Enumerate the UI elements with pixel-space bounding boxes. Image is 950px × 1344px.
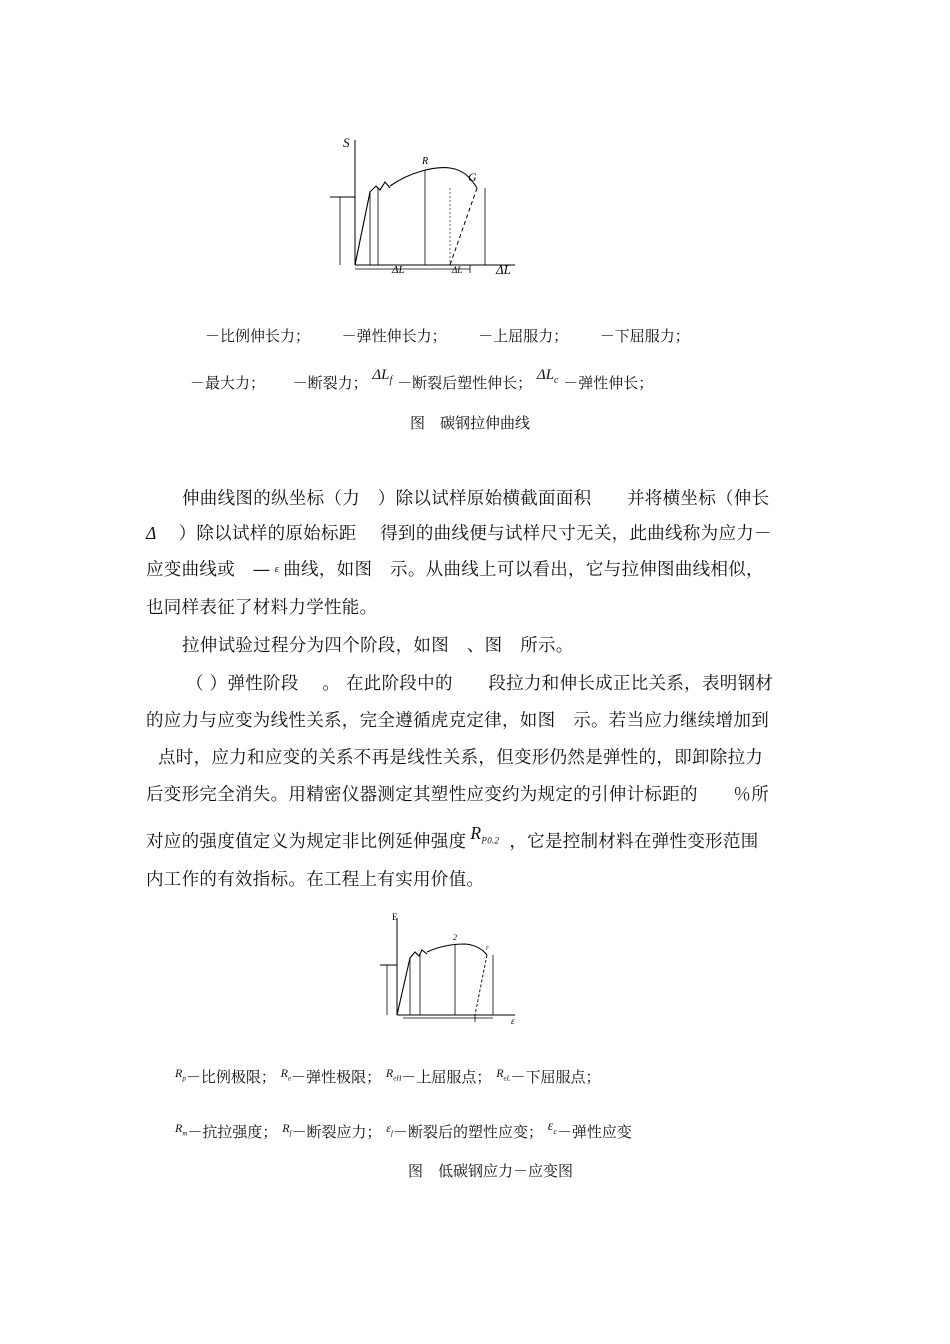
fig1-axis-y-label: S [343, 135, 350, 150]
legend-ef: $^{\varepsilon_f}$－断裂后的塑性应变； [386, 1121, 543, 1141]
figure1-caption: 图 碳钢拉伸曲线 [410, 414, 531, 432]
legend-break-load: －断裂力； [292, 374, 368, 392]
paragraph-line-3: 应变曲线或 — ε 曲线，如图 示。从曲线上可以看出，它与拉伸图曲线相似， [146, 560, 764, 580]
math-rp02: $R_{P0.2}$ [470, 823, 500, 846]
paragraph-line-10: 对应的强度值定义为规定非比例延伸强度 $R_{P0.2}$ ，它是控制材料在弹性变形范围 [146, 823, 759, 852]
fig1-point-g-label: G [468, 170, 477, 184]
legend-rp: $^{R_p}$－比例极限； [175, 1066, 276, 1086]
paragraph-line-4: 也同样表征了材料力学性能。 [146, 598, 378, 618]
paragraph-line-9: 后变形完全消失。用精密仪器测定其塑性应变约为规定的引伸计标距的 ％所 [146, 785, 769, 805]
legend-proportional-load: －比例伸长力； [205, 327, 311, 345]
fig1-dlf-label: ΔL [452, 265, 463, 275]
fig2-axis-y-label: E [392, 912, 398, 922]
fig2-point-2-label: 2 [453, 933, 457, 942]
paragraph-line-7: 的应力与应变为线性关系，完全遵循虎克定律，如图 示。若当应力继续增加到 [146, 711, 769, 731]
legend-elastic-load: －弹性伸长力； [341, 327, 447, 345]
fig1-legend-line1 [205, 325, 690, 346]
legend-rm: $^{R_m}$－抗拉强度； [175, 1121, 278, 1141]
fig1-dlc-label: ΔL [392, 264, 405, 276]
math-epsilon: ε [274, 563, 280, 575]
math-delta-lc: $\Delta L_c$ [536, 367, 559, 386]
fig1-point-r-label: R [422, 156, 429, 167]
fig2-legend-line1 [175, 1066, 601, 1087]
legend-plastic-extension: －断裂后塑性伸长； [397, 374, 533, 392]
fig1-axis-x-label: ΔL [496, 262, 511, 277]
math-delta: Δ [146, 523, 157, 543]
fig1-legend-line2 [190, 367, 654, 395]
paragraph-line-2: Δ ）除以试样的原始标距 得到的曲线便与试样尺寸无关，此曲线称为应力－ [146, 523, 772, 544]
legend-max-load: －最大力； [190, 374, 266, 392]
legend-rf: $^{R_f}$－断裂应力； [282, 1121, 382, 1141]
legend-lower-yield: －下屈服力； [599, 327, 690, 345]
legend-ec: $\varepsilon_c-$弹性应变 [547, 1119, 632, 1141]
fig2-legend-line2 [175, 1121, 632, 1143]
math-delta-lf: $\Delta L_f$ [372, 367, 393, 386]
legend-elastic-extension: －弹性伸长； [563, 374, 654, 392]
fig2-point-r-label: r [486, 944, 489, 952]
paragraph-line-6: （ ）弹性阶段 。 在此阶段中的 段拉力和伸长成正比关系，表明钢材 [186, 674, 774, 694]
paragraph-line-5: 拉伸试验过程分为四个阶段，如图 、图 所示。 [182, 636, 574, 656]
fig2-axis-x-label: ε [511, 1016, 515, 1025]
paragraph-line-8: 点时，应力和应变的关系不再是线性关系，但变形仍然是弹性的，即卸除拉力 [158, 748, 764, 768]
figure2-caption: 图 低碳钢应力－应变图 [408, 1162, 574, 1180]
figure1-load-extension-diagram [300, 130, 530, 280]
legend-rel: $^{R_{eL}}$－下屈服点； [496, 1066, 601, 1086]
paragraph-line-1: 伸曲线图的纵坐标（力 ）除以试样原始横截面面积 并将横坐标（伸长 [182, 489, 770, 509]
paragraph-line-11: 内工作的有效指标。在工程上有实用价值。 [146, 870, 485, 890]
figure2-stress-strain-diagram [375, 910, 525, 1025]
legend-re: $^{R_e}$－弹性极限； [280, 1066, 382, 1086]
legend-upper-yield: －上屈服力； [478, 327, 569, 345]
legend-reh: $^{R_{eH}}$－上屈服点； [385, 1066, 492, 1086]
